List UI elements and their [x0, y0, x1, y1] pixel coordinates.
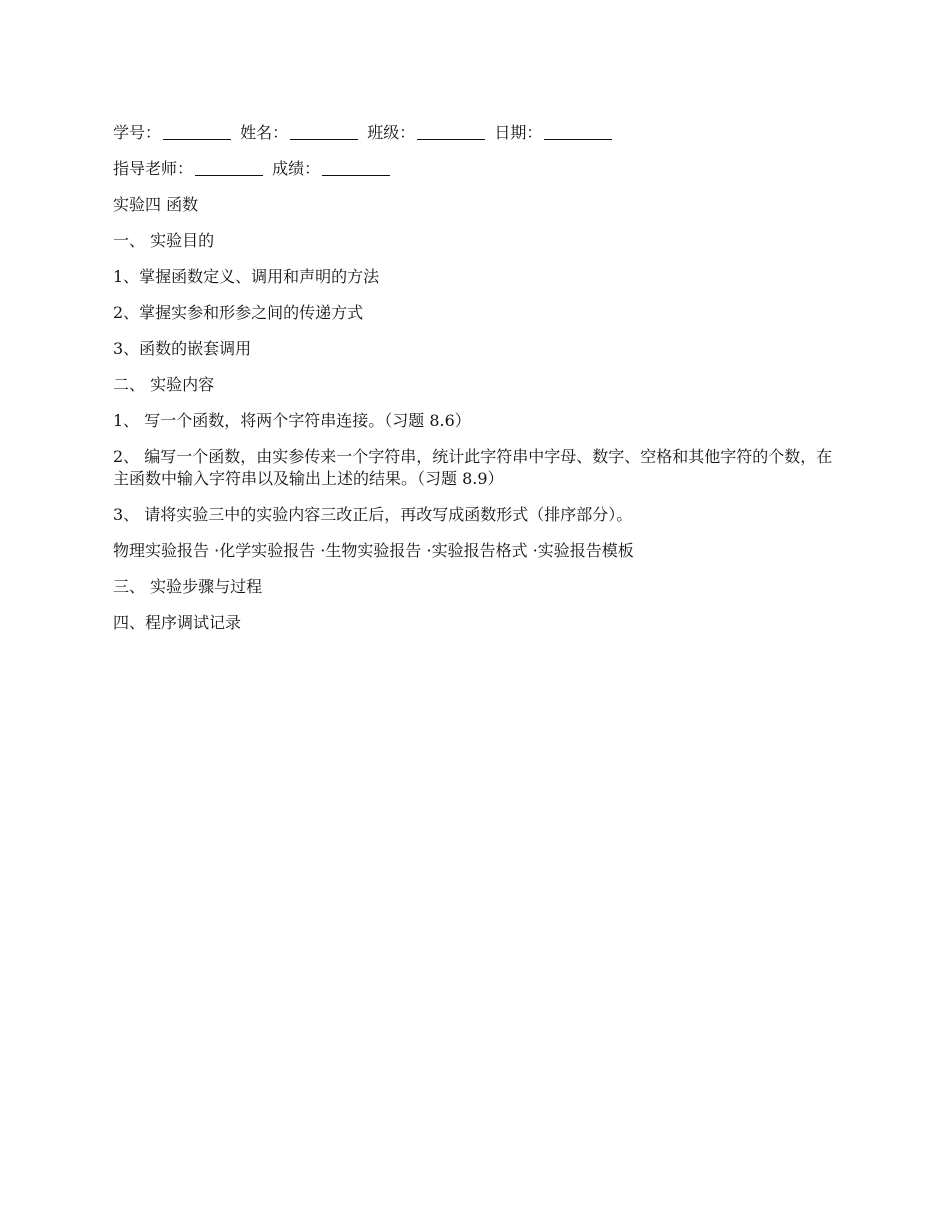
teacher-blank[interactable]	[195, 159, 263, 176]
name-label: 姓名：	[240, 123, 289, 142]
content-item: 1、 写一个函数，将两个字符串连接。（习题 8.6）	[113, 411, 471, 430]
related-link[interactable]: ·化学实验报告	[214, 541, 316, 560]
section-heading-content: 二、 实验内容	[113, 375, 215, 394]
related-link[interactable]: ·实验报告模板	[532, 541, 634, 560]
document-page	[113, 122, 843, 634]
related-link[interactable]: 物理实验报告	[113, 541, 210, 560]
objective-item: 3、函数的嵌套调用	[113, 339, 252, 358]
student-info-row	[113, 122, 843, 144]
class-label: 班级：	[367, 123, 416, 142]
section-heading-debug: 四、程序调试记录	[113, 613, 242, 632]
teacher-label: 指导老师：	[113, 159, 194, 178]
date-label: 日期：	[494, 123, 543, 142]
experiment-title: 实验四 函数	[113, 195, 199, 214]
section-heading-steps: 三、 实验步骤与过程	[113, 577, 263, 596]
related-link[interactable]: ·实验报告格式	[426, 541, 528, 560]
content-item: 3、 请将实验三中的实验内容三改正后，再改写成函数形式（排序部分）。	[113, 505, 633, 524]
student-id-label: 学号：	[113, 123, 162, 142]
related-links	[113, 540, 843, 562]
score-label: 成绩：	[272, 159, 321, 178]
date-blank[interactable]	[544, 123, 612, 140]
objective-item: 2、掌握实参和形参之间的传递方式	[113, 303, 364, 322]
name-blank[interactable]	[290, 123, 358, 140]
student-id-blank[interactable]	[163, 123, 231, 140]
score-blank[interactable]	[322, 159, 390, 176]
related-link[interactable]: ·生物实验报告	[320, 541, 422, 560]
content-item: 2、 编写一个函数，由实参传来一个字符串，统计此字符串中字母、数字、空格和其他字符的个数，在主函数中输入字符串以及输出上述的结果。（习题 8.9）	[113, 447, 833, 488]
objective-item: 1、掌握函数定义、调用和声明的方法	[113, 267, 380, 286]
section-heading-objectives: 一、 实验目的	[113, 231, 215, 250]
teacher-info-row	[113, 158, 843, 180]
class-blank[interactable]	[417, 123, 485, 140]
